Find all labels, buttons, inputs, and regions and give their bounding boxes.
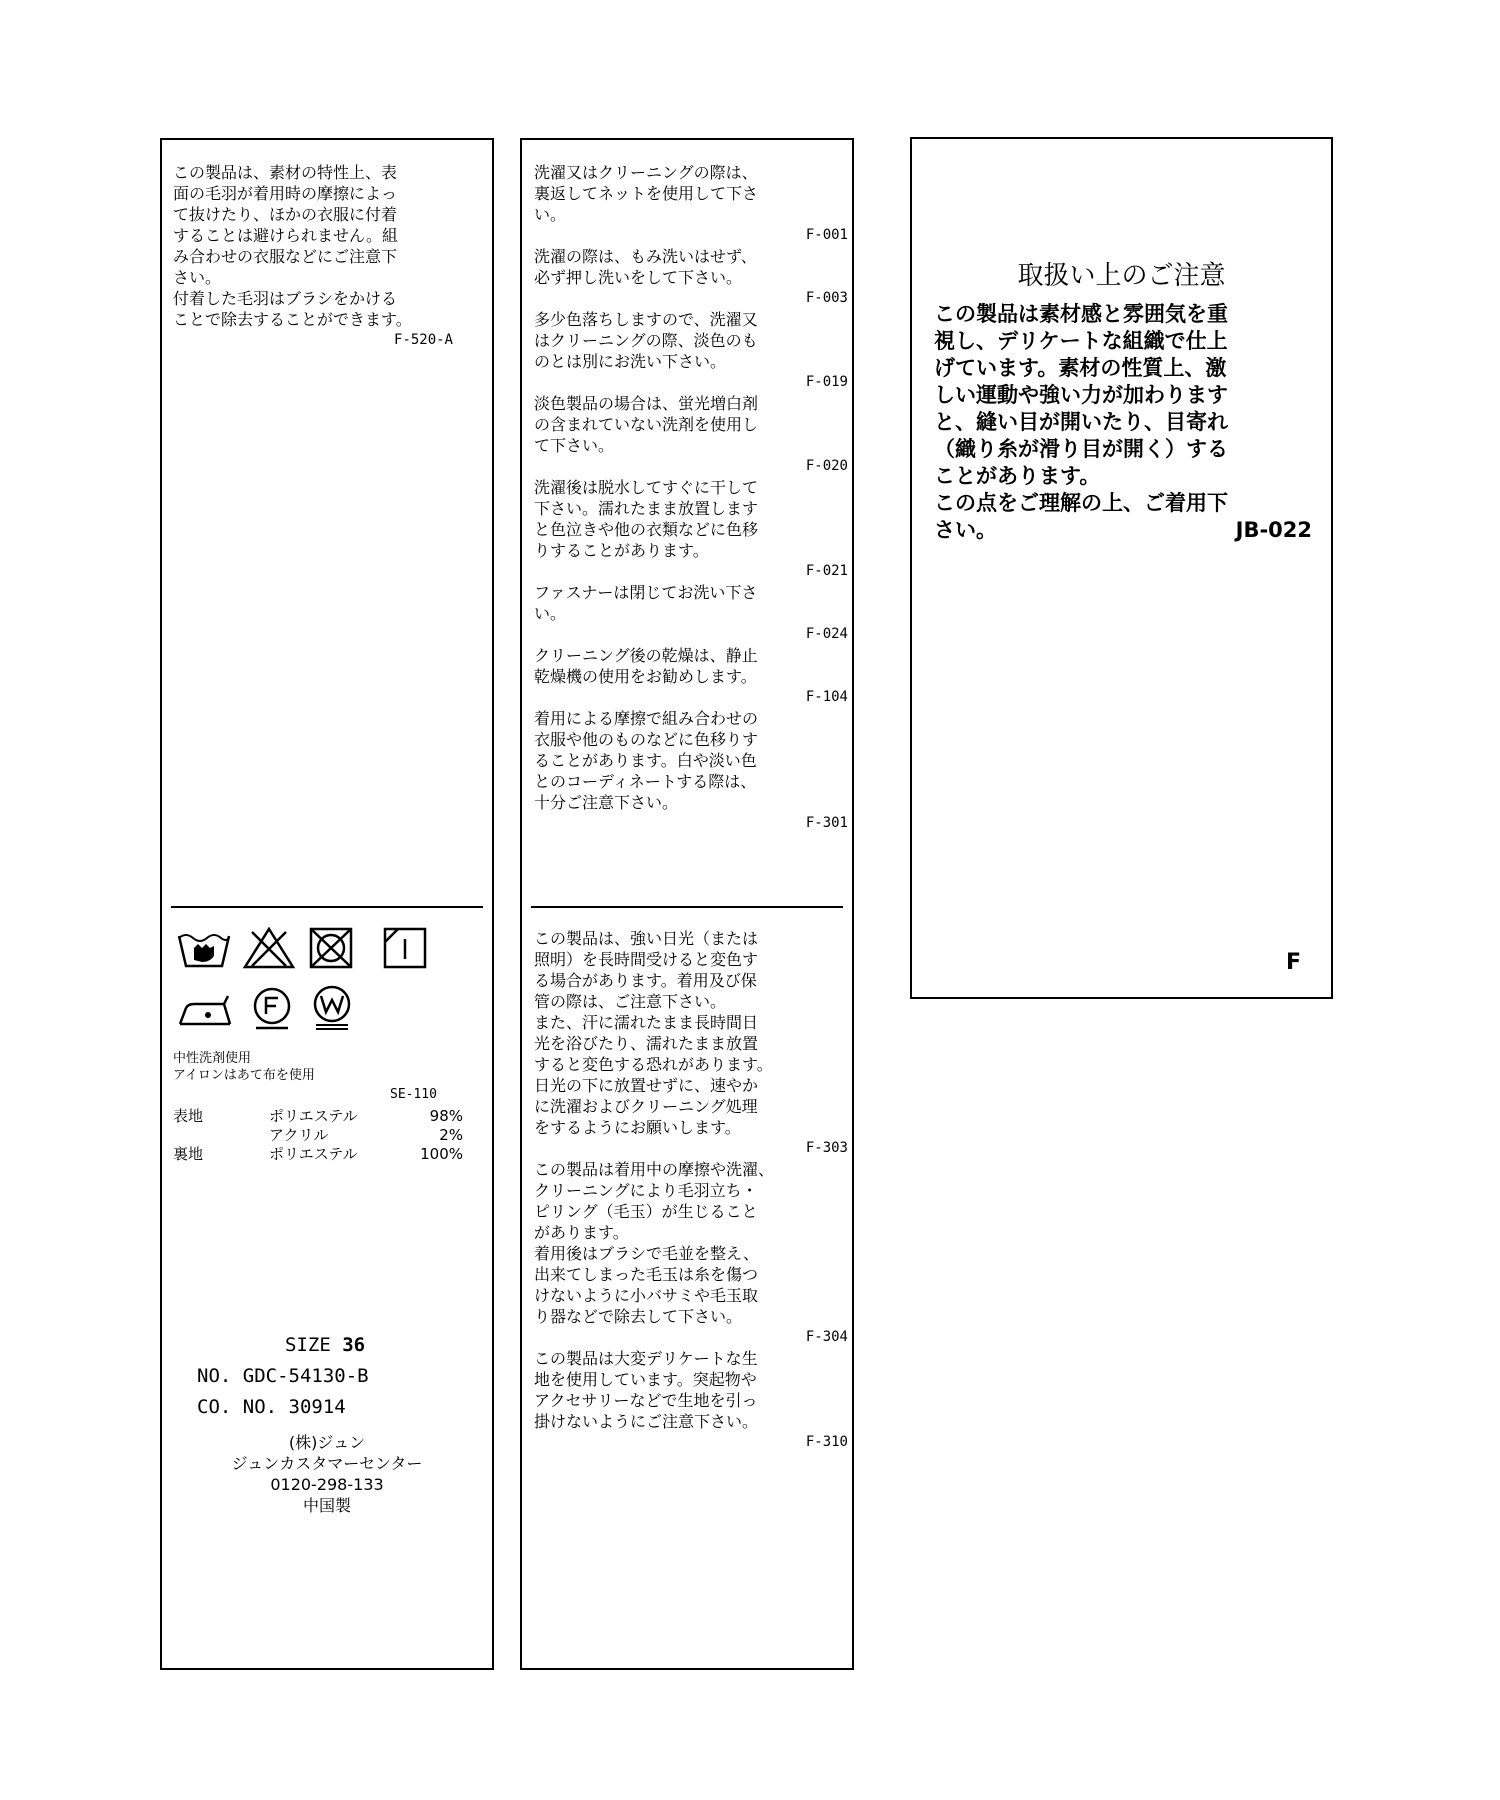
notice-last-row <box>934 517 1312 544</box>
fiber-percent: 98% <box>429 1107 463 1125</box>
product-number: NO. GDC-54130-B <box>197 1365 369 1387</box>
caution-paragraph <box>534 1159 848 1348</box>
caution-paragraph <box>534 393 848 477</box>
company-line: 0120-298-133 <box>270 1475 384 1494</box>
fiber-row <box>173 1145 463 1164</box>
text-line: 付着した毛羽はブラシをかける <box>173 289 398 308</box>
caution-paragraph <box>534 246 848 309</box>
wash-tub-hand-icon <box>176 926 232 972</box>
notice-code: JB-022 <box>1235 518 1312 542</box>
caution-code: F-001 <box>805 227 848 243</box>
care-code: SE-110 <box>390 1087 437 1102</box>
text-line: て下さい。 <box>534 436 615 455</box>
text-line: る場合があります。着用及び保 <box>534 971 757 990</box>
text-line: があります。 <box>534 1223 629 1242</box>
text-line: 面の毛羽が着用時の摩擦によっ <box>173 184 398 203</box>
notice-line: この製品は素材感と雰囲気を重 <box>934 302 1228 326</box>
text-line: この製品は、素材の特性上、表 <box>173 163 398 182</box>
text-line: クリーニングにより毛羽立ち・ <box>534 1181 758 1200</box>
text-line: い。 <box>534 604 567 623</box>
caution-paragraph <box>534 582 848 645</box>
text-line: 必ず押し洗いをして下さい。 <box>534 268 743 287</box>
caution-code: F-303 <box>805 1140 848 1156</box>
dry-clean-f-icon <box>250 986 294 1030</box>
size-mark: F <box>1285 950 1301 975</box>
text-line: り器などで除去して下さい。 <box>534 1307 743 1326</box>
caution-paragraph <box>534 162 848 246</box>
text-line: い。 <box>534 205 567 224</box>
notice-line: さい。 <box>934 518 997 542</box>
iron-low-icon <box>176 990 234 1028</box>
size-value: 36 <box>342 1334 366 1356</box>
text-line: とのコーディネートする際は、 <box>534 772 757 791</box>
text-line: 着用後はブラシで毛並を整え、 <box>534 1244 759 1263</box>
notice-line: げています。素材の性質上、激 <box>934 356 1227 380</box>
caution-code: F-021 <box>805 563 848 579</box>
caution-paragraph <box>534 477 848 582</box>
fiber-material: アクリル <box>269 1126 329 1144</box>
fiber-composition <box>173 1107 463 1164</box>
text-line: 下さい。濡れたまま放置します <box>534 499 759 518</box>
care-text-line: 中性洗剤使用 <box>173 1051 252 1066</box>
text-line: この製品は大変デリケートな生 <box>534 1349 758 1368</box>
text-line: 洗濯の際は、もみ洗いはせず、 <box>534 247 757 266</box>
company-number: CO. NO. 30914 <box>197 1396 346 1418</box>
divider <box>171 906 483 908</box>
company-line: ジュンカスタマーセンター <box>231 1454 423 1473</box>
fiber-row <box>173 1126 463 1145</box>
notice-line: この点をご理解の上、ご着用下 <box>934 491 1228 515</box>
text-line: 裏返してネットを使用して下さ <box>534 184 759 203</box>
text-line: 多少色落ちしますので、洗濯又 <box>534 310 758 329</box>
text-line: ピリング（毛玉）が生じること <box>534 1202 758 1221</box>
no-tumble-dry-icon <box>308 926 354 970</box>
caution-code: F-310 <box>805 1434 848 1450</box>
caution-paragraph <box>534 928 848 1159</box>
text-line: することは避けられません。組 <box>173 226 398 245</box>
notice-line: ことがあります。 <box>934 464 1101 488</box>
fiber-percent: 2% <box>439 1126 463 1144</box>
text-line: はクリーニングの際、淡色のも <box>534 331 758 350</box>
text-line: に洗濯およびクリーニング処理 <box>534 1097 758 1116</box>
text-line: ることがあります。白や淡い色 <box>534 751 757 770</box>
caution-paragraph <box>534 645 848 708</box>
text-line: のとは別にお洗い下さい。 <box>534 352 727 371</box>
text-line: すると変色する恐れがあります。 <box>534 1055 773 1074</box>
text-line: み合わせの衣服などにご注意下 <box>173 247 398 266</box>
fiber-material: ポリエステル <box>269 1145 358 1163</box>
caution-code: F-301 <box>805 815 848 831</box>
notice-heading: 取扱い上のご注意 <box>1017 261 1226 291</box>
text-line: 地を使用しています。突起物や <box>534 1370 757 1389</box>
fiber-part: 表地 <box>173 1107 204 1125</box>
text-line: けないように小バサミや毛玉取 <box>534 1286 759 1305</box>
care-label-right <box>910 137 1333 999</box>
text-line: の含まれていない洗剤を使用し <box>534 415 759 434</box>
text-line: 乾燥機の使用をお勧めします。 <box>534 667 757 686</box>
company-info <box>162 1432 492 1516</box>
text-line: 衣服や他のものなどに色移りす <box>534 730 759 749</box>
fiber-percent: 100% <box>420 1145 463 1163</box>
caution-code: F-019 <box>805 374 848 390</box>
text-line: この製品は、強い日光（または <box>534 929 759 948</box>
caution-paragraph <box>534 1348 848 1453</box>
caution-code: F-024 <box>805 626 848 642</box>
notice-line: と、縫い目が開いたり、目寄れ <box>934 410 1228 434</box>
caution-code: F-020 <box>805 458 848 474</box>
fiber-row <box>173 1107 463 1126</box>
caution-paragraphs-lower <box>534 928 848 1453</box>
text-line: 淡色製品の場合は、蛍光増白剤 <box>534 394 759 413</box>
text-line: また、汗に濡れたまま長時間日 <box>534 1013 759 1032</box>
text-line: 掛けないようにご注意下さい。 <box>534 1412 759 1431</box>
text-line: 着用による摩擦で組み合わせの <box>534 709 759 728</box>
care-label-middle <box>520 138 854 1670</box>
notice-line: しい運動や強い力が加わります <box>934 383 1228 407</box>
care-label-left <box>160 138 494 1670</box>
notice-line: （織り糸が滑り目が開く）する <box>934 437 1228 461</box>
size-label: SIZE <box>285 1334 331 1356</box>
caution-paragraph-f520a <box>173 162 453 351</box>
text-line: 日光の下に放置せずに、速やか <box>534 1076 759 1095</box>
text-line: 十分ご注意下さい。 <box>534 793 679 812</box>
text-line: 照明）を長時間受けると変色す <box>534 950 759 969</box>
text-line: りすることがあります。 <box>534 541 709 560</box>
text-line: クリーニング後の乾燥は、静止 <box>534 646 758 665</box>
text-line: 洗濯又はクリーニングの際は、 <box>534 163 758 182</box>
text-line: 管の際は、ご注意下さい。 <box>534 992 727 1011</box>
text-line: アクセサリーなどで生地を引っ <box>534 1391 758 1410</box>
notice-body <box>934 301 1312 544</box>
care-instructions <box>173 1050 315 1084</box>
text-line: この製品は着用中の摩擦や洗濯、 <box>534 1160 775 1179</box>
divider <box>531 906 843 908</box>
caution-paragraph <box>534 708 848 834</box>
company-line: 中国製 <box>302 1496 351 1515</box>
caution-paragraphs-upper <box>534 162 848 834</box>
wet-clean-w-icon <box>310 984 354 1030</box>
company-line: (株)ジュン <box>288 1433 366 1452</box>
text-line: をするようにお願いします。 <box>534 1118 741 1137</box>
fiber-part: 裏地 <box>173 1145 204 1163</box>
text-line: て抜けたり、ほかの衣服に付着 <box>173 205 398 224</box>
fiber-material: ポリエステル <box>269 1107 358 1125</box>
text-line: ファスナーは閉じてお洗い下さ <box>534 583 758 602</box>
line-dry-icon <box>382 926 428 970</box>
caution-code: F-003 <box>805 290 848 306</box>
caution-code: F-304 <box>805 1329 848 1345</box>
text-line: 洗濯後は脱水してすぐに干して <box>534 478 759 497</box>
text-line: さい。 <box>173 268 222 287</box>
caution-paragraph <box>534 309 848 393</box>
text-line: 光を浴びたり、濡れたまま放置 <box>534 1034 759 1053</box>
text-line: ことで除去することができます。 <box>173 310 412 329</box>
size-line <box>285 1330 365 1361</box>
care-symbols <box>176 926 476 1046</box>
text-line: 出来てしまった毛玉は糸を傷つ <box>534 1265 759 1284</box>
notice-line: 視し、デリケートな組織で仕上 <box>934 329 1228 353</box>
no-bleach-icon <box>242 926 296 970</box>
caution-code: F-104 <box>805 689 848 705</box>
text-line: と色泣きや他の衣類などに色移 <box>534 520 759 539</box>
care-text-line: アイロンはあて布を使用 <box>173 1068 315 1083</box>
caution-code: F-520-A <box>393 332 453 348</box>
